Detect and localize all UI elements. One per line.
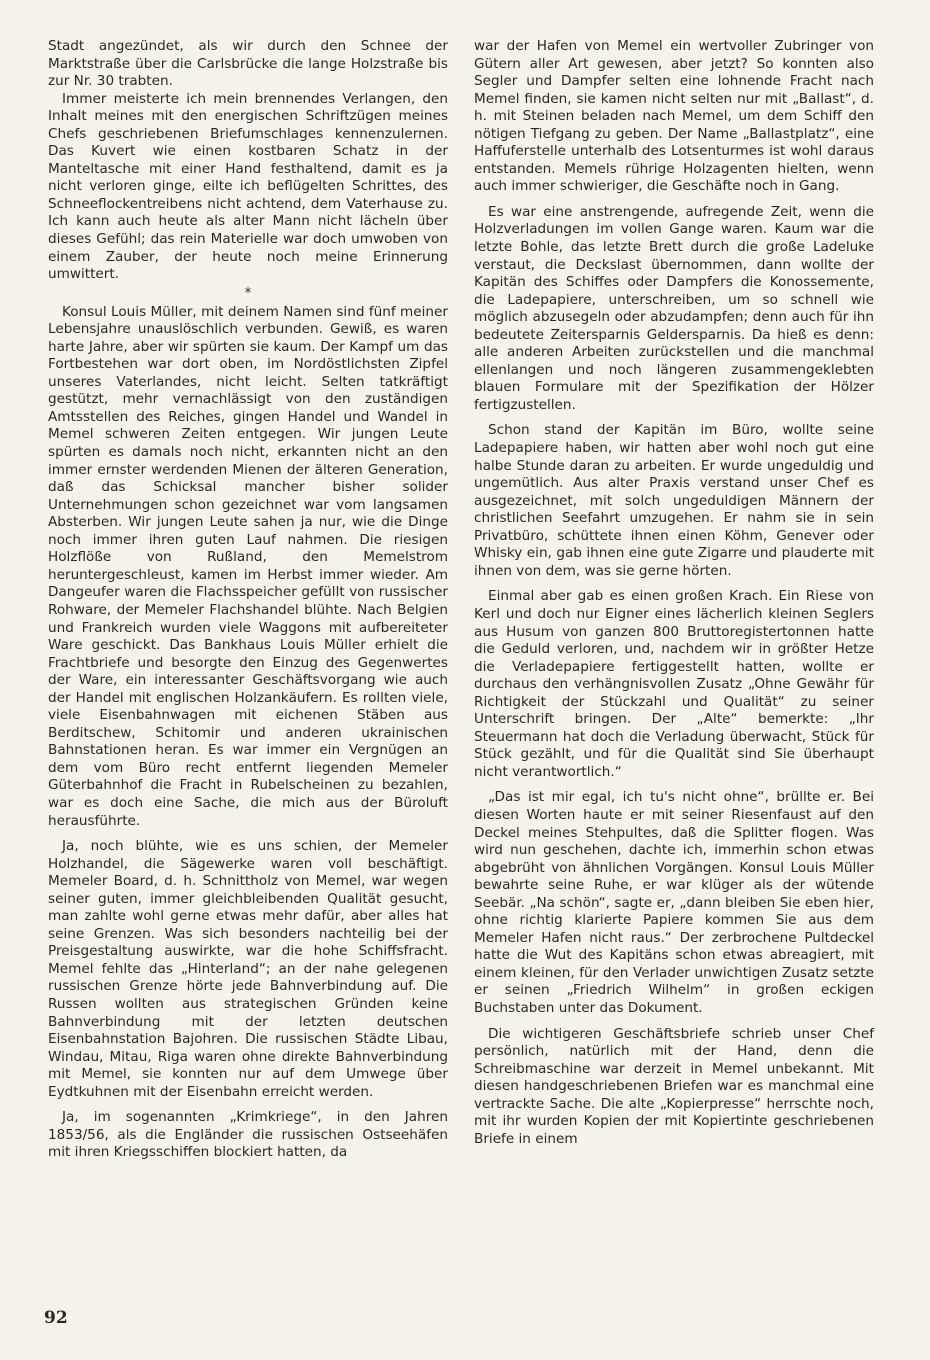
right-column xyxy=(474,38,874,1148)
paragraph: Schon stand der Kapitän im Büro, wollte seine Ladepapiere haben, wir hatten aber wohl noch gut eine halbe Stunde daran zu arbeiten. Er wurde ungeduldig und ungemütlich. Aus alter Praxis verstand unser Chef es ausgezeichnet, mit solch ungeduldigen Männern der christlichen Seefahrt umzugehen. Er nahm sie in sein Privatbüro, schüttete ihnen einen Köhm, Genever oder Whisky ein, gab ihnen eine gute Zigarre und plauderte mit ihnen von dem, was sie gerne hörten. xyxy=(474,422,874,579)
paragraph: Stadt angezündet, als wir durch den Schnee der Marktstraße über die Carlsbrücke die lange Holzstraße bis zur Nr. 30 trabten. xyxy=(48,38,448,90)
paragraph: Konsul Louis Müller, mit deinem Namen sind fünf meiner Lebensjahre unauslöschlich verbunden. Gewiß, es waren harte Jahre, aber wir spürten sie kaum. Der Kampf um das Fortbestehen war dort oben, im Nordöstlichsten Zipfel unseres Vaterlandes, nicht leicht. Selten tatkräftigt gestützt, mehr vernachlässigt von den zuständigen Amtsstellen des Reiches, gingen Handel und Wandel in Memel schweren Zeiten entgegen. Wir jungen Leute spürten es damals noch nicht, erkannten nicht an den immer ernster werdenden Mienen der älteren Generation, daß das Schicksal mancher bisher solider Unternehmungen schon gezeichnet war vom langsamen Absterben. Wir jungen Leute sahen ja nur, wie die Dinge noch immer ihren guten Lauf nahmen. Die riesigen Holzflöße von Rußland, den Memelstrom heruntergeschleust, kamen im Herbst immer wieder. Am Dangeufer waren die Flachsspeicher gefüllt von russischer Rohware, der Memeler Flachshandel blühte. Nach Belgien und Frankreich wurden viele Waggons mit aufbereiteter Ware geschickt. Das Bankhaus Louis Müller erhielt die Frachtbriefe und besorgte den Einzug des Gegenwertes der Ware, ein interessanter Geschäftsvorgang wie auch der Handel mit englischen Holzankäufern. Es rollten viele, viele Eisenbahnwagen mit eichenen Stäben aus Berditschew, Schitomir und anderen ukrainischen Bahnstationen heran. Es war immer ein Vergnügen an dem vom Büro recht entfernt liegenden Memeler Güterbahnhof die Fracht in Rubelscheinen zu bezahlen, war es doch eine Sache, die mich aus der Büroluft herausführte. xyxy=(48,303,448,829)
page-number: 92 xyxy=(44,1308,68,1328)
paragraph: Es war eine anstrengende, aufregende Zeit, wenn die Holzverladungen im vollen Gange waren. Kaum war die letzte Bohle, das letzte Brett durch die große Ladeluke verstaut, die Deckslast übernommen, dann wollte der Kapitän des Schiffes oder Dampfers die Konossemente, die Ladepapiere, unterschreiben, um so schnell wie möglich abzusegeln oder abzudampfen; denn auch für ihn bedeutete Zeitersparnis Geldersparnis. Da hieß es denn: alle anderen Arbeiten zurückstellen und die manchmal ellenlangen und noch längeren zusammengeklebten blauen Formulare mit der Spezifikation der Hölzer fertigzustellen. xyxy=(474,203,874,413)
paragraph: Die wichtigeren Geschäftsbriefe schrieb unser Chef persönlich, natürlich mit der Hand, denn die Schreibmaschine war derzeit in Memel unbekannt. Mit diesen handgeschriebenen Briefen war es manchmal eine vertrackte Sache. Die alte „Kopierpresse“ herrschte noch, mit ihr wurden Kopien der mit Kopiertinte geschriebenen Briefe in einem xyxy=(474,1025,874,1147)
paragraph: war der Hafen von Memel ein wertvoller Zubringer von Gütern aller Art gewesen, aber jetzt? So konnten also Segler und Dampfer selten eine lohnende Fracht nach Memel finden, sie kamen nicht selten nur mit „Ballast“, d. h. mit Steinen beladen nach Memel, um dem Schiff den nötigen Tiefgang zu geben. Der Name „Ballastplatz“, eine Haffuferstelle unterhalb des Lotsenturmes ist wohl daraus entstanden. Memels rührige Holzagenten hielten, wenn auch immer schwieriger, die Geschäfte noch in Gang. xyxy=(474,38,874,195)
paragraph: Ja, im sogenannten „Krimkriege“, in den Jahren 1853/56, als die Engländer die russischen Ostseehäfen mit ihren Kriegsschiffen blockiert hatten, da xyxy=(48,1109,448,1161)
paragraph: Ja, noch blühte, wie es uns schien, der Memeler Holzhandel, die Sägewerke waren voll beschäftigt. Memeler Board, d. h. Schnittholz von Memel, war wegen seiner guten, immer gleichbleibenden Qualität gesucht, man zahlte wohl gerne etwas mehr dafür, aber alles hat seine Grenzen. Was sich besonders nachteilig bei der Preisgestaltung auswirkte, war die hohe Schiffsfracht. Memel fehlte das „Hinterland“; an der nahe gelegenen russischen Grenze hörte jede Bahnverbindung auf. Die Russen wollten aus strategischen Gründen keine Bahnverbindung mit der letzten deutschen Eisenbahnstation Bajohren. Die russischen Städte Libau, Windau, Mitau, Riga waren ohne direkte Bahnverbindung mit Memel, sie konnten nur auf dem Umwege über Eydtkuhnen mit der Eisenbahn erreicht werden. xyxy=(48,838,448,1100)
paragraph: Immer meisterte ich mein brennendes Verlangen, den Inhalt meines mit den energischen Schriftzügen meines Chefs geschriebenen Briefumschlages kennenzulernen. Das Kuvert wie einen kostbaren Schatz in der Manteltasche mit einer Hand festhaltend, damit es ja nicht verloren ginge, eilte ich beflügelten Schrittes, des Schneeflockentreibens nicht achtend, dem Vaterhause zu. Ich kann auch heute als alter Mann nicht lächeln über dieses Gefühl; das rein Materielle war doch umwoben von einem Zauber, der heute noch meine Erinnerung umwittert. xyxy=(48,90,448,283)
section-separator: * xyxy=(244,285,252,301)
left-column xyxy=(48,38,448,1162)
paragraph: Einmal aber gab es einen großen Krach. Ein Riese von Kerl und doch nur Eigner eines lächerlich kleinen Seglers aus Husum von ganzen 800 Bruttoregistertonnen hatte die Geduld verloren, und, nachdem wir in größter Hetze die Verladepapiere fertiggestellt hatten, wollte er durchaus den verhängnisvollen Zusatz „Ohne Gewähr für Richtigkeit der Stückzahl und Qualität“ zu seiner Unterschrift bringen. Der „Alte“ bemerkte: „Ihr Steuermann hat doch die Verladung überwacht, Stück für Stück gezählt, und für die Qualität sind Sie überhaupt nicht verantwortlich.“ xyxy=(474,588,874,780)
paragraph: „Das ist mir egal, ich tu's nicht ohne“, brüllte er. Bei diesen Worten haute er mit seiner Riesenfaust auf den Deckel meines Stehpultes, daß die Splitter flogen. Was wird nun geschehen, dachte ich, immerhin schon etwas abgebrüht von ähnlichen Vorgängen. Konsul Louis Müller bewahrte seine Ruhe, er war klüger als der wütende Seebär. „Na schön“, sagte er, „dann bleiben Sie eben hier, ohne richtig klarierte Papiere kommen Sie aus dem Memeler Hafen nicht raus.“ Der zerbrochene Pultdeckel hatte die Wut des Kapitäns schon etwas abreagiert, mit einem kleinen, für den Verlader unwichtigen Zusatz setzte er seinen „Friedrich Wilhelm“ in großen eckigen Buchstaben unter das Dokument. xyxy=(474,789,874,1016)
